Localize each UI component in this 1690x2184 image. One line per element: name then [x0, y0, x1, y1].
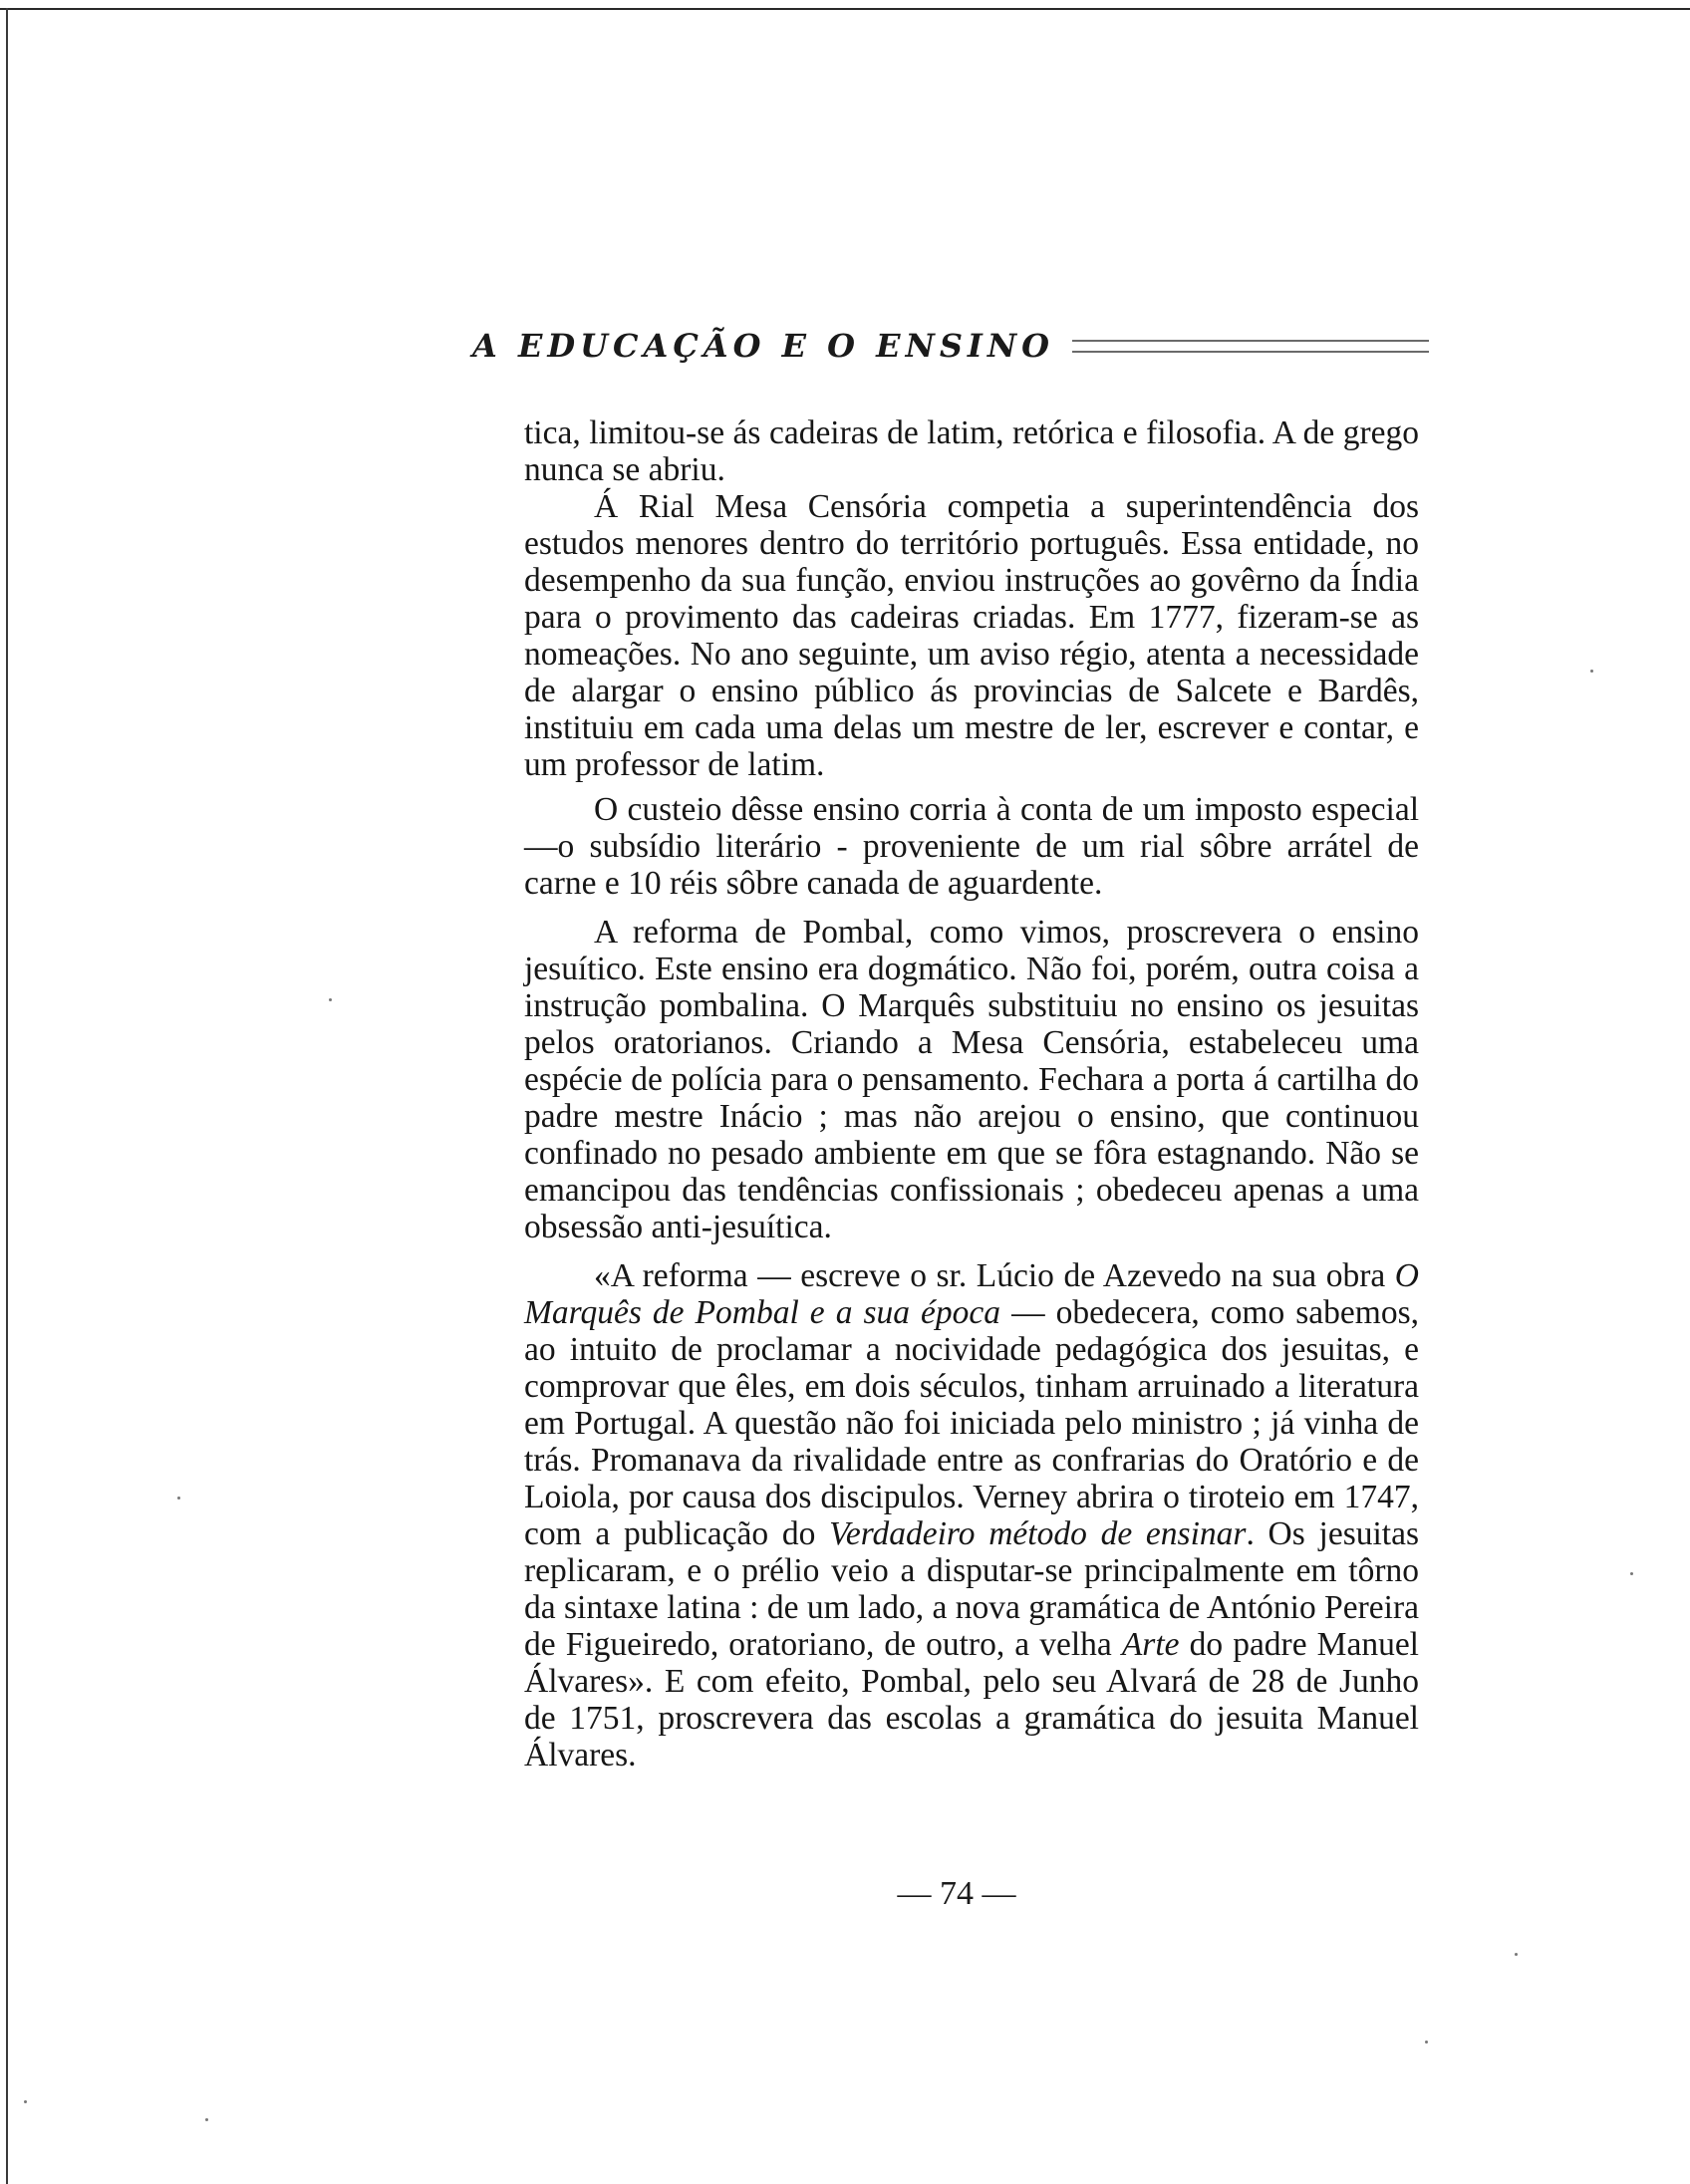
text-run: tica, limitou-se ás cadeiras de latim, retórica e filosofia. A de grego nunca se abriu.: [524, 414, 1419, 488]
paragraph-5: [524, 1257, 1419, 1774]
page-edge-top: [0, 8, 1690, 10]
body-text: [524, 414, 1419, 1774]
scan-speck: [1590, 670, 1593, 673]
scan-speck: [329, 998, 332, 1001]
scan-speck: [177, 1497, 180, 1500]
text-run: A reforma de Pombal, como vimos, proscrevera o ensino jesuítico. Este ensino era dogmático. Não foi, porém, outra coisa a instrução pombalina. O Marquês substituiu no ensino os jesuitas pelos oratorianos. Criando a Mesa Censória, estabeleceu uma espécie de polícia para o pensamento. Fechara a porta á cartilha do padre mestre Inácio ; mas não arejou o ensino, que continuou confinado no pesado ambiente em que se fôra estagnando. Não se emancipou das tendências confissionais ; obedeceu apenas a uma obsessão anti-jesuítica.: [524, 914, 1419, 1245]
text-run: . Os jesuitas replicaram, e o prélio veio a disputar-se principalmente em tôrno da sintaxe latina : de um lado, a nova gramática de António Pereira de Figueiredo, oratoriano, de outro, a velha: [524, 1515, 1420, 1663]
running-head-title: A EDUCAÇÃO E O ENSINO: [472, 327, 1055, 365]
text-run: «A reforma — escreve o sr. Lúcio de Azevedo na sua obra: [594, 1257, 1395, 1294]
paragraph-4: [524, 914, 1419, 1245]
running-head-rule: [1072, 340, 1429, 353]
paragraph-3: [524, 791, 1419, 902]
scan-speck: [1630, 1572, 1633, 1575]
page-number: — 74 —: [897, 1875, 1016, 1912]
italic-title: Arte: [1121, 1626, 1180, 1663]
italic-title: O Marquês de Pombal e a sua época: [524, 1257, 1419, 1331]
text-run: O custeio dêsse ensino corria à conta de um imposto especial—o subsídio literário - proveniente de um rial sôbre arrátel de carne e 10 réis sôbre canada de aguardente.: [524, 791, 1419, 902]
text-run: do padre Manuel Álvares». E com efeito, Pombal, pelo seu Alvará de 28 de Junho de 1751, proscrevera das escolas a gramática do jesuita Manuel Álvares.: [524, 1626, 1419, 1774]
paragraph-2: [524, 488, 1419, 783]
text-run: — obedecera, como sabemos, ao intuito de proclamar a nocividade pedagógica dos jesuitas, e comprovar que êles, em dois séculos, tinham arruinado a literatura em Portugal. A questão não foi iniciada pelo ministro ; já vinha de trás. Promanava da rivalidade entre as confrarias do Oratório e de Loiola, por causa dos discipulos. Verney abrira o tiroteio em 1747, com a publicação do: [524, 1294, 1419, 1552]
text-run: Á Rial Mesa Censória competia a superintendência dos estudos menores dentro do território português. Essa entidade, no desempenho da sua função, enviou instruções ao govêrno da Índia para o provimento das cadeiras criadas. Em 1777, fizeram-se as nomeações. No ano seguinte, um aviso régio, atenta a necessidade de alargar o ensino público ás provincias de Salcete e Bardês, instituiu em cada uma delas um mestre de ler, escrever e contar, e um professor de latim.: [524, 488, 1419, 783]
italic-title: Verdadeiro método de ensinar: [829, 1515, 1247, 1552]
scan-speck: [205, 2118, 208, 2121]
page-edge-left: [6, 8, 8, 2184]
paragraph-1: [524, 414, 1419, 488]
scan-speck: [1515, 1953, 1518, 1956]
running-head: [472, 321, 1429, 371]
scan-speck: [1425, 2041, 1428, 2044]
scan-speck: [24, 2100, 27, 2103]
